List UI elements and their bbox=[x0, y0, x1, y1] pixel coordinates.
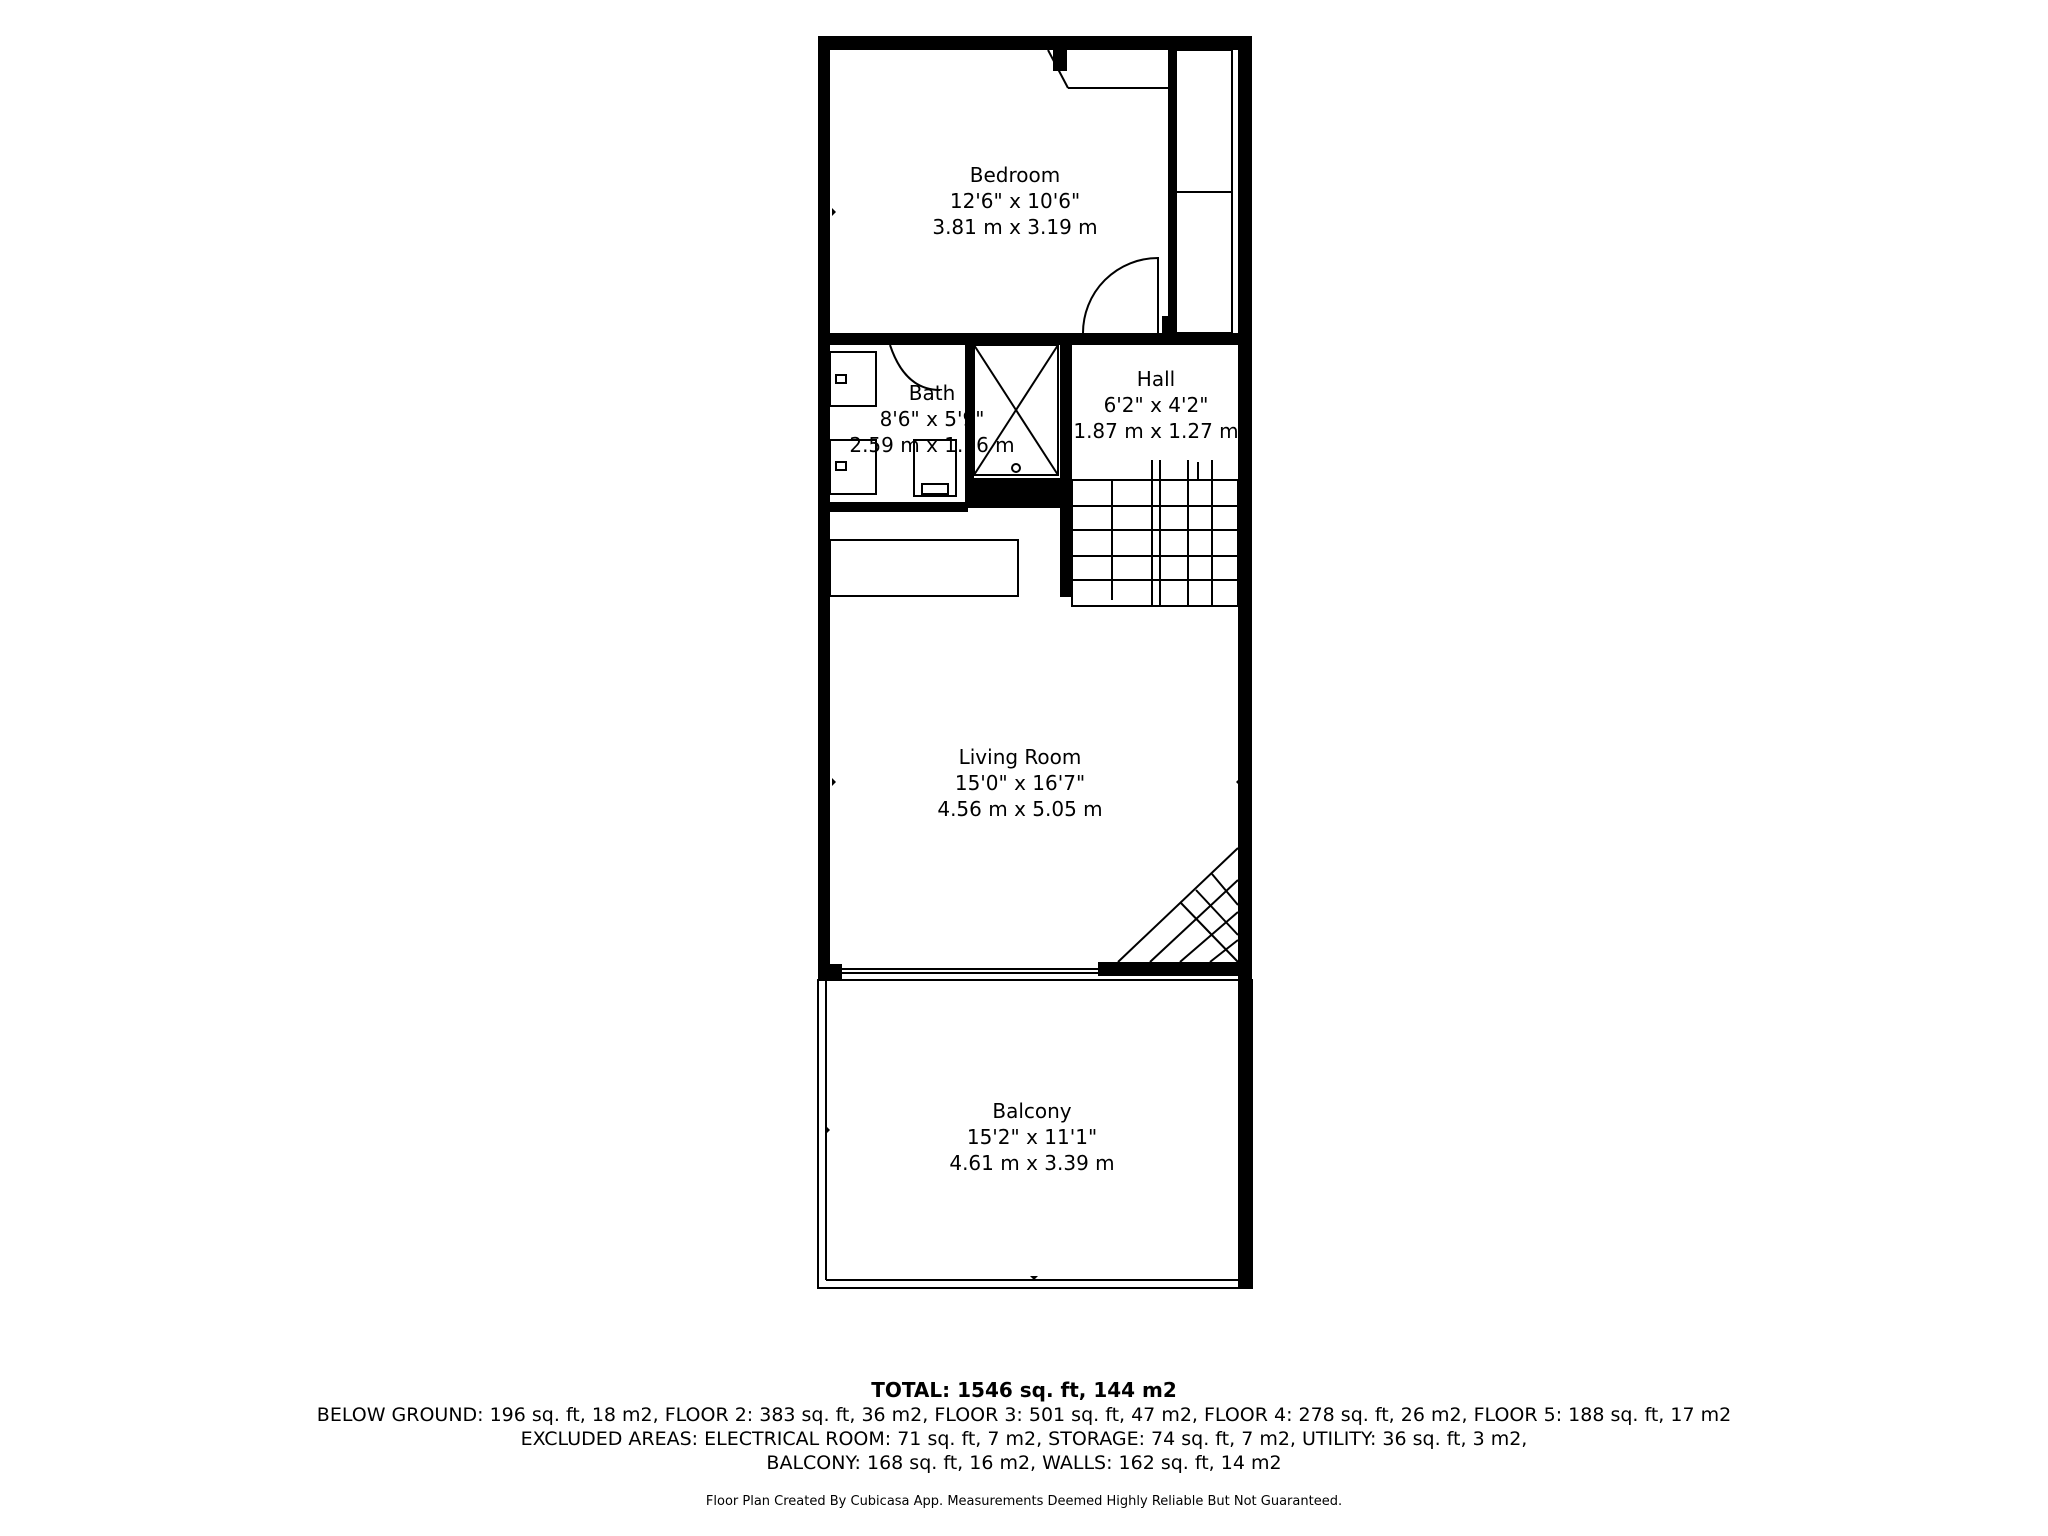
bedroom-name: Bedroom bbox=[969, 163, 1061, 187]
bedroom-imperial: 12'6" x 10'6" bbox=[949, 189, 1081, 213]
balcony-walls-areas: BALCONY: 168 sq. ft, 16 m2, WALLS: 162 sq. ft, 14 m2 bbox=[766, 1452, 1282, 1474]
total-area: TOTAL: 1546 sq. ft, 144 m2 bbox=[871, 1378, 1177, 1402]
disclaimer: Floor Plan Created By Cubicasa App. Measurements Deemed Highly Reliable But Not Guaranteed. bbox=[705, 1494, 1343, 1509]
bath-name: Bath bbox=[908, 381, 956, 405]
living-room-imperial: 15'0" x 16'7" bbox=[954, 771, 1086, 795]
balcony-metric: 4.61 m x 3.39 m bbox=[949, 1151, 1115, 1175]
living-room-name: Living Room bbox=[958, 745, 1082, 769]
hall-name: Hall bbox=[1136, 367, 1176, 391]
balcony-imperial: 15'2" x 11'1" bbox=[966, 1125, 1098, 1149]
stairs-upper bbox=[1072, 460, 1238, 606]
bath-imperial: 8'6" x 5'9" bbox=[879, 407, 985, 431]
bath-metric: 2.59 m x 1.76 m bbox=[849, 433, 1015, 457]
room-labels bbox=[849, 163, 1238, 1175]
floor-areas: BELOW GROUND: 196 sq. ft, 18 m2, FLOOR 2: 383 sq. ft, 36 m2, FLOOR 3: 501 sq. ft, 47 m2, FLOOR 4: 278 sq. ft, 26 m2, FLOOR 5: 188 sq. ft, 17 m2 bbox=[316, 1404, 1732, 1426]
excluded-areas: EXCLUDED AREAS: ELECTRICAL ROOM: 71 sq. ft, 7 m2, STORAGE: 74 sq. ft, 7 m2, UTILITY: 36 sq. ft, 3 m2, bbox=[520, 1428, 1528, 1450]
bedroom-metric: 3.81 m x 3.19 m bbox=[932, 215, 1098, 239]
hall-imperial: 6'2" x 4'2" bbox=[1103, 393, 1209, 417]
balcony-name: Balcony bbox=[992, 1099, 1072, 1123]
hall-metric: 1.87 m x 1.27 m bbox=[1073, 419, 1239, 443]
doors bbox=[840, 258, 1158, 973]
stairs-lower bbox=[1118, 848, 1238, 962]
counter bbox=[830, 540, 1018, 596]
living-room-metric: 4.56 m x 5.05 m bbox=[937, 797, 1103, 821]
